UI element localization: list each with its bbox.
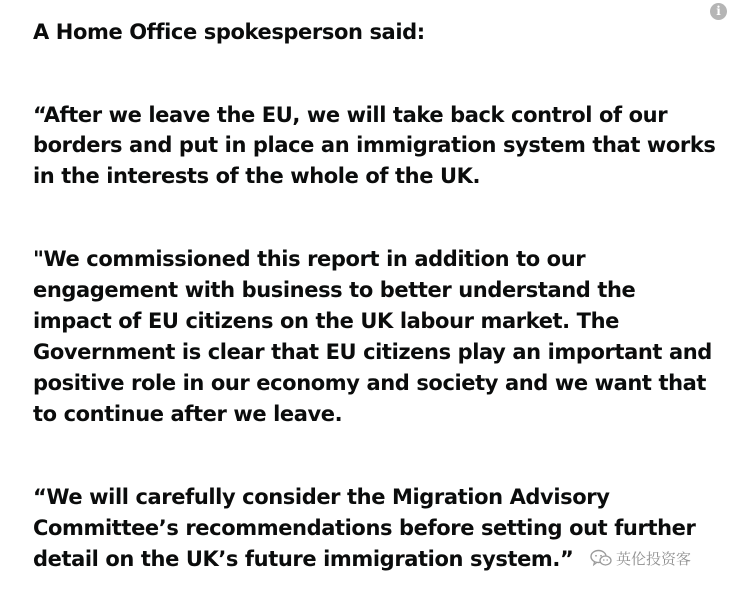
info-icon[interactable]: i	[710, 3, 727, 20]
quote-2-line-5: positive role in our economy and society and we want that	[33, 371, 707, 395]
quote-1-line-1: “After we leave the EU, we will take back control of our	[33, 103, 668, 127]
wechat-icon	[590, 549, 612, 567]
quote-3-line-2: Committee’s recommendations before setting out further	[33, 516, 696, 540]
quote-2-line-3: impact of EU citizens on the UK labour market. The	[33, 309, 619, 333]
watermark	[590, 547, 691, 569]
quote-2-line-6: to continue after we leave.	[33, 402, 343, 426]
statement-heading: A Home Office spokesperson said:	[33, 20, 425, 44]
quote-1-line-3: in the interests of the whole of the UK.	[33, 164, 481, 188]
quote-2-line-2: engagement with business to better understand the	[33, 278, 636, 302]
quote-2-line-4: Government is clear that EU citizens play an important and	[33, 340, 712, 364]
quote-2-line-1: "We commissioned this report in addition to our	[33, 247, 586, 271]
quote-3-line-3: detail on the UK’s future immigration system.”	[33, 547, 574, 571]
quote-3-line-1: “We will carefully consider the Migration Advisory	[33, 485, 610, 509]
quote-1-line-2: borders and put in place an immigration system that works	[33, 133, 716, 157]
watermark-text: 英伦投资客	[616, 549, 692, 568]
